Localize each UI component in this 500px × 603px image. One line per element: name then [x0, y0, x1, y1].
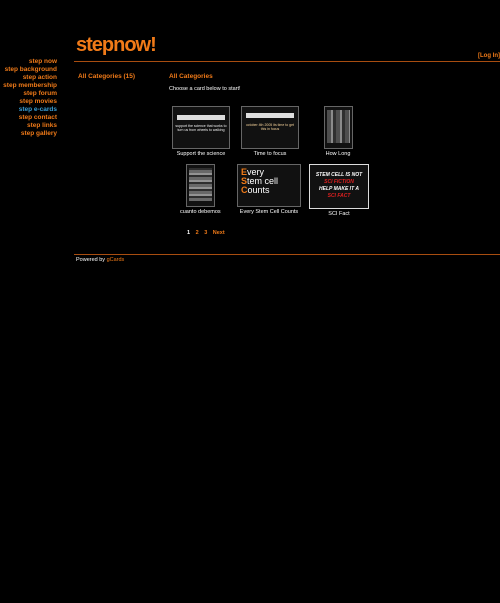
card-caption[interactable]: How Long [325, 151, 351, 157]
nav-item-step-membership[interactable]: step membership [3, 82, 57, 89]
thumbnail-line: SCI FACT [327, 193, 351, 199]
thumbnail-line: Counts [241, 185, 270, 195]
header-divider [74, 61, 500, 62]
footer-prefix: Powered by [76, 257, 106, 263]
footer-brand-link[interactable]: gCards [106, 257, 125, 263]
card-caption[interactable]: cuanto debemos [180, 209, 221, 215]
thumbnail-text: october 4th 2005 its time to get this in focus [245, 123, 295, 131]
card-thumbnail[interactable] [237, 164, 301, 207]
footer-divider [74, 254, 500, 255]
card-thumbnail[interactable] [309, 164, 369, 209]
card-thumbnail[interactable] [186, 164, 215, 207]
thumbnail-line: STEM CELL IS NOT [315, 172, 363, 178]
nav-item-step-e-cards[interactable]: step e-cards [18, 106, 57, 113]
thumbnail-line: HELP MAKE IT A [319, 186, 359, 192]
nav-item-step-contact[interactable]: step contact [18, 114, 57, 121]
card-sci-fact[interactable] [308, 164, 370, 217]
card-every-stem-cell-counts[interactable] [236, 164, 302, 215]
card-thumbnail[interactable] [241, 106, 299, 149]
thumbnail-line: Stem cell [241, 176, 279, 186]
page-link-3[interactable]: 3 [204, 230, 208, 236]
card-support-the-science[interactable] [171, 106, 231, 157]
left-navigation [0, 58, 57, 138]
page-current: 1 [187, 230, 191, 236]
logo-wordmark: stepnow! [76, 34, 156, 56]
card-time-to-focus[interactable] [240, 106, 300, 157]
card-caption[interactable]: SCI Fact [328, 211, 350, 217]
card-caption[interactable]: Every Stem Cell Counts [239, 209, 299, 215]
nav-item-step-forum[interactable]: step forum [23, 90, 57, 97]
thumbnail-line: SCI FICTION [324, 179, 354, 185]
nav-item-step-action[interactable]: step action [22, 74, 57, 81]
card-thumbnail[interactable] [324, 106, 353, 149]
page-link-2[interactable]: 2 [195, 230, 199, 236]
card-thumbnail[interactable] [172, 106, 230, 149]
pagination [187, 230, 229, 236]
next-page-link[interactable]: Next [212, 230, 225, 236]
card-caption[interactable]: Time to focus [253, 151, 287, 157]
thumbnail-text: support the science that works to turn us from wheels to walking [175, 124, 227, 132]
login-link[interactable]: [Log In] [478, 53, 500, 59]
card-how-long[interactable] [318, 106, 358, 157]
page-title: All Categories [169, 73, 213, 80]
nav-item-step-links[interactable]: step links [27, 122, 57, 129]
card-caption[interactable]: Support the science [176, 151, 226, 157]
all-categories-link[interactable]: All Categories (15) [78, 73, 136, 80]
card-cuanto-debemos[interactable] [180, 164, 220, 215]
nav-item-step-movies[interactable]: step movies [19, 98, 57, 105]
nav-item-step-gallery[interactable]: step gallery [20, 130, 57, 137]
thumbnail-line: Every [241, 167, 265, 177]
nav-item-step-background[interactable]: step background [4, 66, 57, 73]
footer [76, 257, 124, 263]
nav-item-step-now[interactable]: step now [28, 58, 57, 65]
instruction-text: Choose a card below to start! [169, 86, 241, 92]
